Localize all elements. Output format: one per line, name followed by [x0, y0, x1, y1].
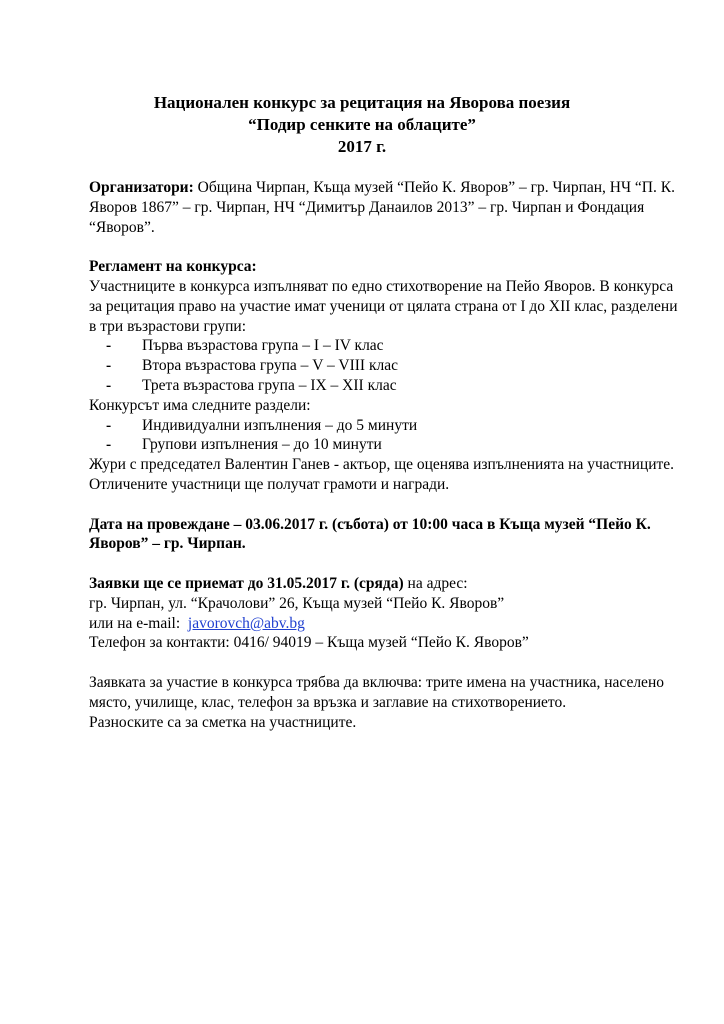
rules-intro: Участниците в конкурса изпълняват по едно стихотворение на Пейо Яворов. В конкурса за рецитация право на участие имат ученици от цялата страна от I до XII клас, разделени в три възрастови групи: [89, 277, 678, 335]
applications-deadline: Заявки ще се приемат до 31.05.2017 г. (сряда) [89, 574, 404, 592]
organizers-label: Организатори: [89, 179, 194, 196]
requirements-paragraph: Заявката за участие в конкурса трябва да включва: трите имена на участника, населено място, училище, клас, телефон за връзка и заглавие на стихотворението. [89, 673, 664, 711]
applications-address-label: на адрес: [403, 574, 468, 592]
list-item: - Първа възрастова група – I – IV клас [106, 336, 679, 356]
sections-intro: Конкурсът има следните раздели: [89, 396, 311, 414]
list-item: - Трета възрастова група – IX – XII клас [106, 376, 679, 396]
document-body [89, 178, 679, 732]
jury-paragraph: Жури с председател Валентин Ганев - актьор, ще оценява изпълненията на участниците. [89, 456, 675, 474]
title-line-1: Национален конкурс за рецитация на Яворова поезия [153, 93, 571, 112]
spacer [89, 237, 679, 257]
organizers-paragraph [89, 178, 679, 237]
organizers-text: Община Чирпан, Къща музей “Пейо К. Яворов” – гр. Чирпан, НЧ “П. К. Яворов 1867” – гр. Чирпан, НЧ “Димитър Данаилов 2013” – гр. Чирпан и Фондация “Яворов”. [89, 179, 675, 236]
title-line-2: “Подир сенките на облаците” [248, 115, 476, 134]
email-link[interactable]: javorovch@abv.bg [187, 614, 305, 632]
sections-list [89, 416, 679, 456]
spacer [89, 554, 679, 574]
rules-heading: Регламент на конкурса: [89, 258, 257, 276]
list-item: - Индивидуални изпълнения – до 5 минути [106, 416, 679, 436]
spacer [89, 653, 679, 673]
phone-line: Телефон за контакти: 0416/ 94019 – Къща музей “Пейо К. Яворов” [89, 634, 529, 652]
event-date-paragraph: Дата на провеждане – 03.06.2017 г. (събота) от 10:00 часа в Къща музей “Пейо К. Яворов” – гр. Чирпан. [89, 515, 651, 553]
applications-paragraph [89, 574, 679, 594]
spacer [89, 495, 679, 515]
awards-paragraph: Отличените участници ще получат грамоти и награди. [89, 475, 450, 493]
list-item: - Втора възрастова група – V – VIII клас [106, 356, 679, 376]
email-prefix: или на e-mail: [89, 614, 188, 632]
list-item: - Групови изпълнения – до 10 минути [106, 435, 679, 455]
costs-paragraph: Разноските са за сметка на участниците. [89, 713, 357, 731]
email-line [89, 614, 679, 634]
age-groups-list [89, 336, 679, 395]
postal-address: гр. Чирпан, ул. “Крачолови” 26, Къща музей “Пейо К. Яворов” [89, 594, 505, 612]
title-year: 2017 г. [337, 137, 387, 156]
document-title [0, 92, 724, 158]
